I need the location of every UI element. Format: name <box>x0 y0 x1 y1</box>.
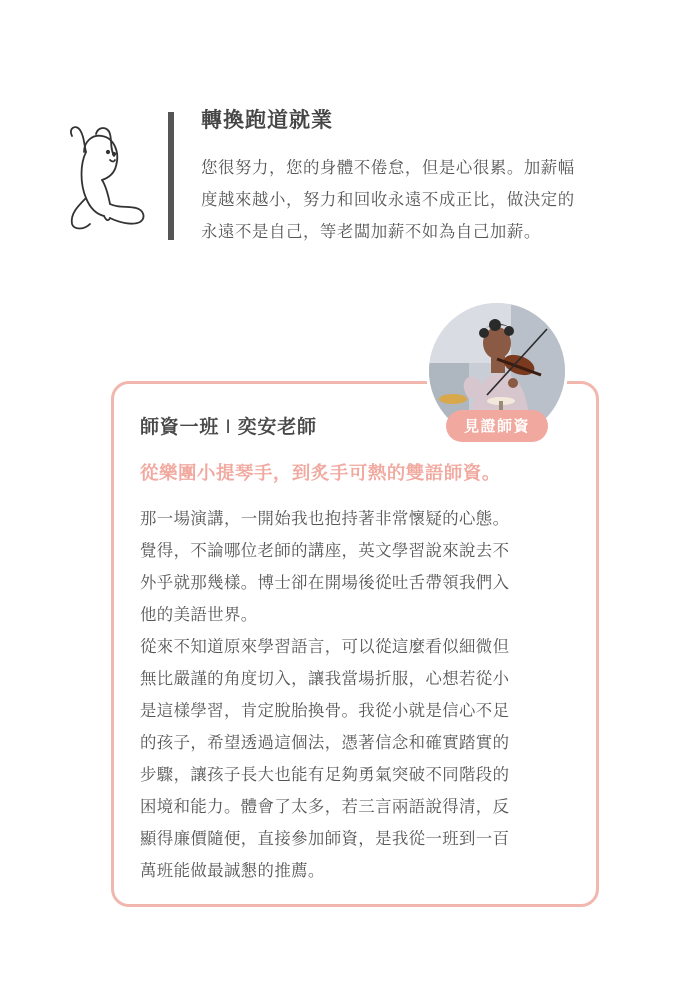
testimonial-subtitle: 從樂團小提琴手，到炙手可熱的雙語師資。 <box>140 463 501 484</box>
intro-title: 轉換跑道就業 <box>201 108 333 132</box>
intro-body-line: 永遠不是自己，等老闆加薪不如為自己加薪。 <box>201 222 541 241</box>
intro-body <box>201 152 641 248</box>
intro-body-line: 您很努力，您的身體不倦怠，但是心很累。加薪幅 <box>201 158 575 177</box>
title-separator: I <box>225 416 232 438</box>
testimonial-teacher: 奕安老師 <box>237 416 317 438</box>
testimonial-body-line: 外乎就那幾樣。博士卻在開場後從吐舌帶領我們入 <box>140 573 510 592</box>
testimonial-body-line: 從來不知道原來學習語言，可以從這麼看似細微但 <box>140 637 510 656</box>
doodle-character-icon <box>62 122 148 238</box>
testimonial-body-line: 他的美語世界。 <box>140 605 258 624</box>
testimonial-class: 師資一班 <box>140 416 220 438</box>
testimonial-body-line: 步驟，讓孩子長大也能有足夠勇氣突破不同階段的 <box>140 765 510 784</box>
testimonial-title <box>140 412 317 442</box>
testimonial-body-line: 是這樣學習，肯定脫胎換骨。我從小就是信心不足 <box>140 701 510 720</box>
testimonial-body-line: 無比嚴謹的角度切入，讓我當場折服，心想若從小 <box>140 669 510 688</box>
testimonial-body <box>140 503 580 887</box>
testimonial-badge: 見證師資 <box>446 410 548 442</box>
testimonial-body-line: 的孩子，希望透過這個法，憑著信念和確實踏實的 <box>140 733 510 752</box>
testimonial-body-line: 困境和能力。體會了太多，若三言兩語說得清，反 <box>140 797 510 816</box>
intro-body-line: 度越來越小，努力和回收永遠不成正比，做決定的 <box>201 190 575 209</box>
testimonial-body-line: 那一場演講，一開始我也抱持著非常懷疑的心態。 <box>140 509 510 528</box>
testimonial-body-line: 顯得廉價隨便，直接參加師資，是我從一班到一百 <box>140 829 510 848</box>
intro-accent-bar <box>168 112 174 240</box>
testimonial-body-line: 覺得，不論哪位老師的講座，英文學習說來說去不 <box>140 541 510 560</box>
testimonial-body-line: 萬班能做最誠懇的推薦。 <box>140 861 325 880</box>
